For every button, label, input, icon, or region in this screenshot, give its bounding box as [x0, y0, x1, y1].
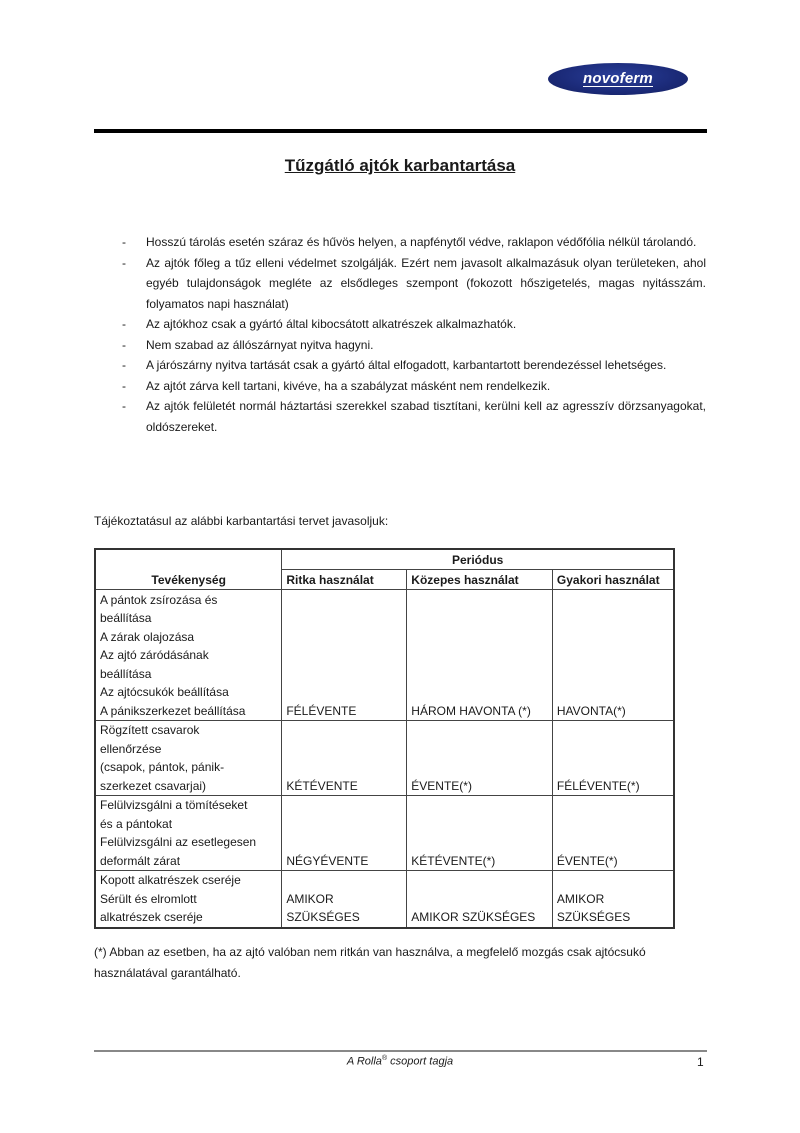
- list-item: - Nem szabad az állószárnyat nyitva hagyni.: [120, 335, 706, 356]
- list-item: - Az ajtók főleg a tűz elleni védelmet szolgálják. Ezért nem javasolt alkalmazásuk olyan területeken, ahol egyéb tulajdonságok megléte az elsődleges szempont (fokozott hőszigetelés, magas nyitásszám. folyamatos napi használat): [120, 253, 706, 315]
- bullet-dash: -: [122, 235, 126, 249]
- table-row: [95, 871, 674, 928]
- intro-text: Tájékoztatásul az alábbi karbantartási tervet javasoljuk:: [94, 514, 389, 528]
- frequent-use-cell: FÉLÉVENTE(*): [552, 721, 674, 796]
- list-item: - Az ajtót zárva kell tartani, kivéve, ha a szabályzat másként nem rendelkezik.: [120, 376, 706, 397]
- activity-cell: Felülvizsgálni a tömítéseket és a pántokat Felülvizsgálni az esetlegesen deformált zárat: [95, 796, 282, 871]
- list-item: - A járószárny nyitva tartását csak a gyártó által elfogadott, karbantartott berendezéssel lehetséges.: [120, 355, 706, 376]
- novoferm-logo: [548, 63, 688, 95]
- list-item: - Az ajtók felületét normál háztartási szerekkel szabad tisztítani, kerülni kell az agresszív dörzsanyagokat, oldószereket.: [120, 396, 706, 437]
- header-medium-use: Közepes használat: [407, 570, 553, 590]
- table-row: [95, 590, 674, 721]
- header-rule: [94, 129, 707, 133]
- bullet-dash: -: [122, 255, 126, 270]
- instruction-list: [120, 232, 706, 437]
- bullet-dash: -: [122, 399, 126, 413]
- bullet-dash: -: [122, 337, 126, 352]
- rare-use-cell: NÉGYÉVENTE: [282, 796, 407, 871]
- list-item: - Hosszú tárolás esetén száraz és hűvös helyen, a napfénytől védve, raklapon védőfólia nélkül tárolandó.: [120, 232, 706, 253]
- table-header-row: [95, 549, 674, 570]
- bullet-dash: -: [122, 317, 126, 331]
- frequent-use-cell: HAVONTA(*): [552, 590, 674, 721]
- registered-mark: ®: [381, 1055, 388, 1062]
- activity-cell: Kopott alkatrészek cseréje Sérült és elromlott alkatrészek cseréje: [95, 871, 282, 928]
- bullet-dash: -: [122, 358, 126, 372]
- frequent-use-cell: ÉVENTE(*): [552, 796, 674, 871]
- list-item: - Az ajtókhoz csak a gyártó által kibocsátott alkatrészek alkalmazhatók.: [120, 314, 706, 335]
- page-number: 1: [697, 1055, 704, 1069]
- rare-use-cell: AMIKOR SZÜKSÉGES: [282, 871, 407, 928]
- medium-use-cell: ÉVENTE(*): [407, 721, 553, 796]
- table-row: [95, 796, 674, 871]
- footer-rule: [94, 1050, 707, 1052]
- table-row: [95, 721, 674, 796]
- medium-use-cell: KÉTÉVENTE(*): [407, 796, 553, 871]
- frequent-use-cell: AMIKOR SZÜKSÉGES: [552, 871, 674, 928]
- footer-text: A Rolla® csoport tagja: [346, 1055, 454, 1068]
- header-activity: Tevékenység: [95, 549, 282, 590]
- activity-cell: A pántok zsírozása és beállítása A zárak olajozása Az ajtó záródásának beállítása Az ajtócsukók beállítása A pánikszerkezet beállítása: [95, 590, 282, 721]
- table-footnote: (*) Abban az esetben, ha az ajtó valóban nem ritkán van használva, a megfelelő mozgás csak ajtócsukó használatával garantálható.: [94, 945, 646, 980]
- maintenance-table: [94, 548, 675, 929]
- medium-use-cell: AMIKOR SZÜKSÉGES: [407, 871, 553, 928]
- header-frequent-use: Gyakori használat: [552, 570, 674, 590]
- page-title: Tűzgátló ajtók karbantartása: [284, 156, 516, 175]
- bullet-dash: -: [122, 378, 126, 393]
- rare-use-cell: FÉLÉVENTE: [282, 590, 407, 721]
- activity-cell: Rögzített csavarok ellenőrzése (csapok, pántok, pánik- szerkezet csavarjai): [95, 721, 282, 796]
- header-period: Periódus: [282, 549, 674, 570]
- rare-use-cell: KÉTÉVENTE: [282, 721, 407, 796]
- header-rare-use: Ritka használat: [282, 570, 407, 590]
- medium-use-cell: HÁROM HAVONTA (*): [407, 590, 553, 721]
- logo-text: novoferm: [583, 70, 653, 87]
